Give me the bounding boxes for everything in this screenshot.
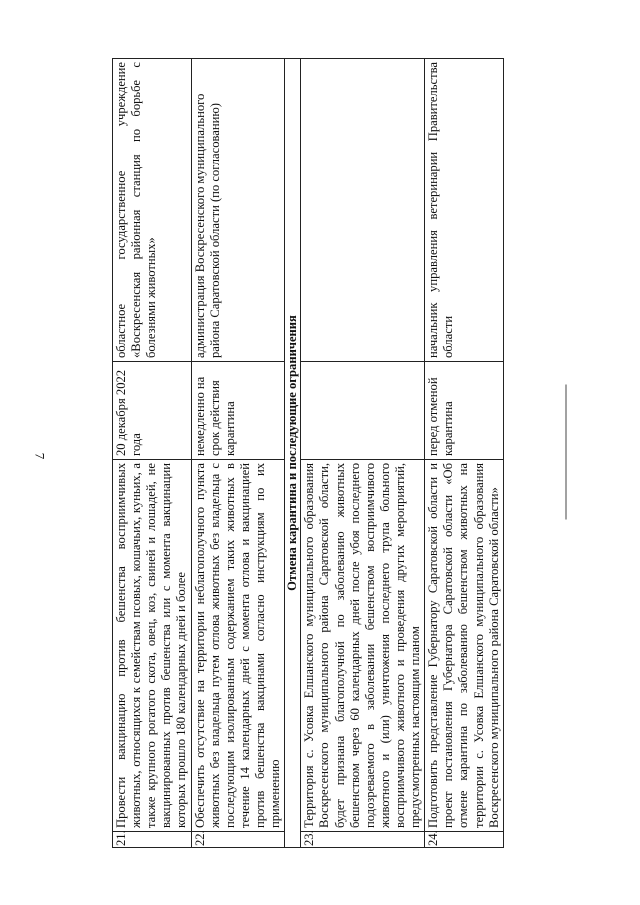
- row-number: 23.: [301, 832, 425, 848]
- section-row: [285, 59, 301, 848]
- table-row: [113, 59, 192, 848]
- row-responsible: областное государственное учреждение «Воскресенская районная станция по борьбе с болезнями животных»: [113, 59, 192, 362]
- row-term: немедленно на срок действия карантина: [191, 362, 285, 460]
- row-term: перед отменой карантина: [425, 362, 504, 460]
- table-row: [191, 59, 285, 848]
- row-term: [301, 362, 425, 460]
- table-row: [425, 59, 504, 848]
- row-number: 24.: [425, 832, 504, 848]
- end-divider-line: [566, 385, 567, 520]
- row-action: Провести вакцинацию против бешенства восприимчивых животных, относящихся к семействам псовых, кошачьих, куньих, а также крупного рогатого скота, овец, коз, свиней и лошадей, не вакцинированных против бешенства или с момента вакцинации которых прошло 180 календарных дней и более: [113, 460, 192, 832]
- row-responsible: [301, 59, 425, 362]
- plan-table-sheet: [112, 58, 532, 848]
- row-action: Обеспечить отсутствие на территории неблагополучного пункта животных без владельца путем отлова животных без владельца с последующим изолированным содержанием таких животных в течение 14 календарных дней с момента отлова и вакцинацией против бешенства вакцинами согласно инструкциям по их применению: [191, 460, 285, 832]
- section-title: Отмена карантина и последующие ограничения: [285, 59, 301, 848]
- row-number: 21.: [113, 832, 192, 848]
- row-number: 22.: [191, 832, 285, 848]
- table-row: [301, 59, 425, 848]
- row-responsible: администрация Воскресенского муниципального района Саратовской области (по согласованию): [191, 59, 285, 362]
- page-number: 7: [32, 452, 48, 460]
- row-term: 20 декабря 2022 года: [113, 362, 192, 460]
- row-action: Подготовить представление Губернатору Саратовской области и проект постановления Губернатора Саратовской области «Об отмене карантина по заболеванию бешенством животных на территории с. Усовка Елшанского муниципального образования Воскресенского муниципального района Саратовской области»: [425, 460, 504, 832]
- row-action: Территория с. Усовка Елшанского муниципального образования Воскресенского муниципального района Саратовской области, будет признана благополучной по заболеванию животных бешенством через 60 календарных дней после убоя последнего подозреваемого в заболевании бешенством восприимчивого животного и (или) уничтожения последнего трупа больного восприимчивого животного и проведения других мероприятий, предусмотренных настоящим планом: [301, 460, 425, 832]
- measures-table: [112, 58, 504, 848]
- row-responsible: начальник управления ветеринарии Правительства области: [425, 59, 504, 362]
